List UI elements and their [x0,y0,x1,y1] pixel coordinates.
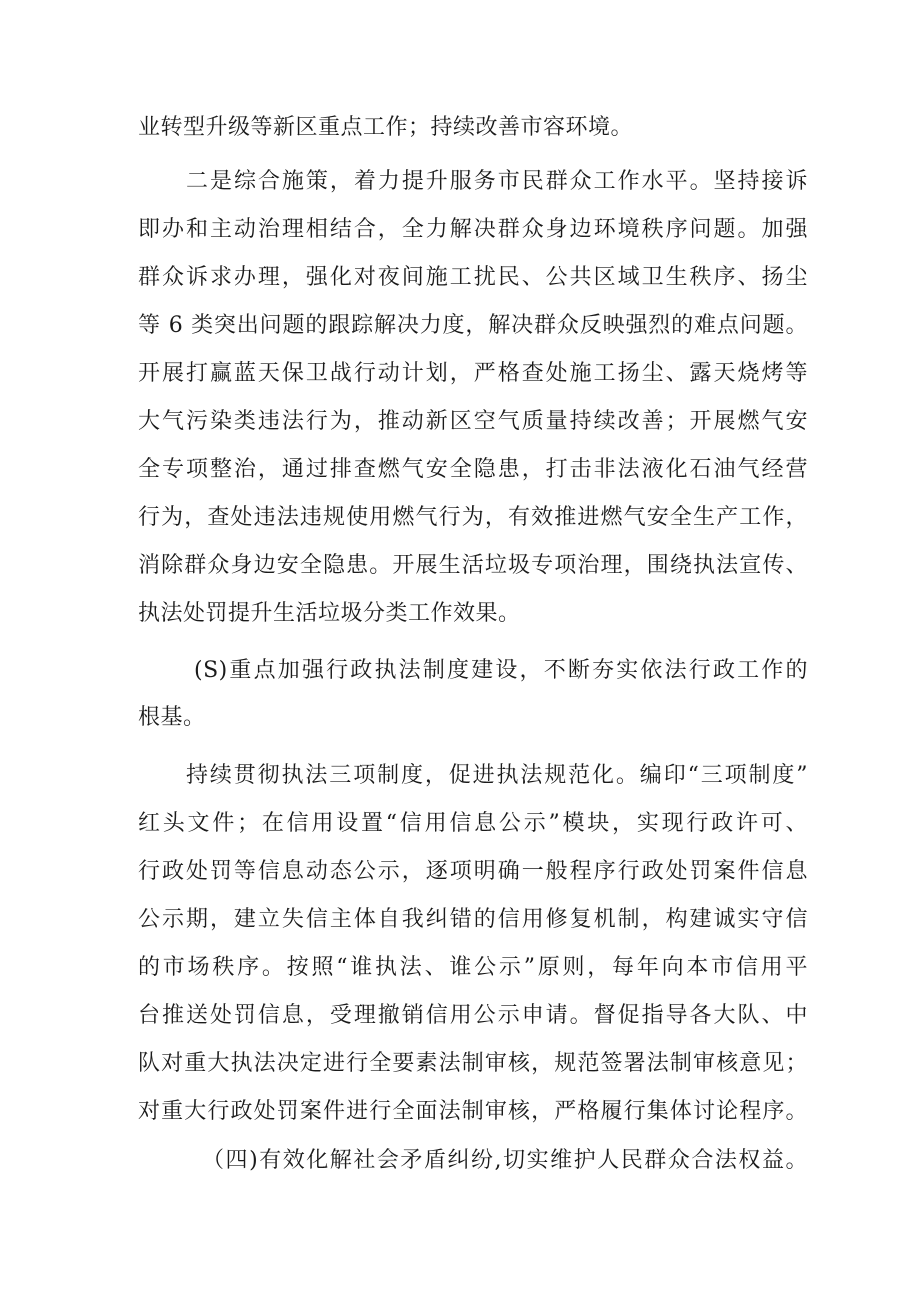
text-line: 全专项整治，通过排查燃气安全隐患，打击非法液化石油气经营 [138,457,808,482]
text-line: 执法处罚提升生活垃圾分类工作效果。 [138,601,521,626]
text-line: 的市场秩序。按照“谁执法、谁公示”原则，每年向本市信用平 [138,955,808,980]
text-line: 台推送处罚信息，受理撤销信用公示申请。督促指导各大队、中 [138,1003,808,1028]
text-line: 等 6 类突出问题的跟踪解决力度，解决群众反映强烈的难点问题。 [138,313,808,338]
text-line: 即办和主动治理相结合，全力解决群众身边环境秩序问题。加强 [138,217,808,242]
text-line: 公示期，建立失信主体自我纠错的信用修复机制，构建诚实守信 [138,907,808,932]
text-line: 持续贯彻执法三项制度，促进执法规范化。编印“三项制度” [186,763,808,788]
text-line: 行为，查处违法违规使用燃气行为，有效推进燃气安全生产工作， [138,505,808,530]
text-line: 大气污染类违法行为，推动新区空气质量持续改善；开展燃气安 [138,409,808,434]
text-line: 消除群众身边安全隐患。开展生活垃圾专项治理，围绕执法宣传、 [138,553,808,578]
text-line: 二是综合施策，着力提升服务市民群众工作水平。坚持接诉 [186,169,808,194]
text-line: 开展打赢蓝天保卫战行动计划，严格查处施工扬尘、露天烧烤等 [138,361,808,386]
section-heading-4: （四)有效化解社会矛盾纠纷,切实维护人民群众合法权益。 [202,1148,808,1173]
text-line: 业转型升级等新区重点工作；持续改善市容环境。 [138,115,634,140]
text-line: 群众诉求办理，强化对夜间施工扰民、公共区域卫生秩序、扬尘 [138,265,808,290]
text-line: 行政处罚等信息动态公示，逐项明确一般程序行政处罚案件信息 [138,859,808,884]
text-line: 根基。 [138,705,206,730]
text-line: 对重大行政处罚案件进行全面法制审核，严格履行集体讨论程序。 [138,1099,808,1124]
text-line: 红头文件；在信用设置“信用信息公示”模块，实现行政许可、 [138,811,808,836]
section-heading-3: (S)重点加强行政执法制度建设，不断夯实依法行政工作的 [194,658,808,683]
text-line: 队对重大执法决定进行全要素法制审核，规范签署法制审核意见； [138,1051,808,1076]
